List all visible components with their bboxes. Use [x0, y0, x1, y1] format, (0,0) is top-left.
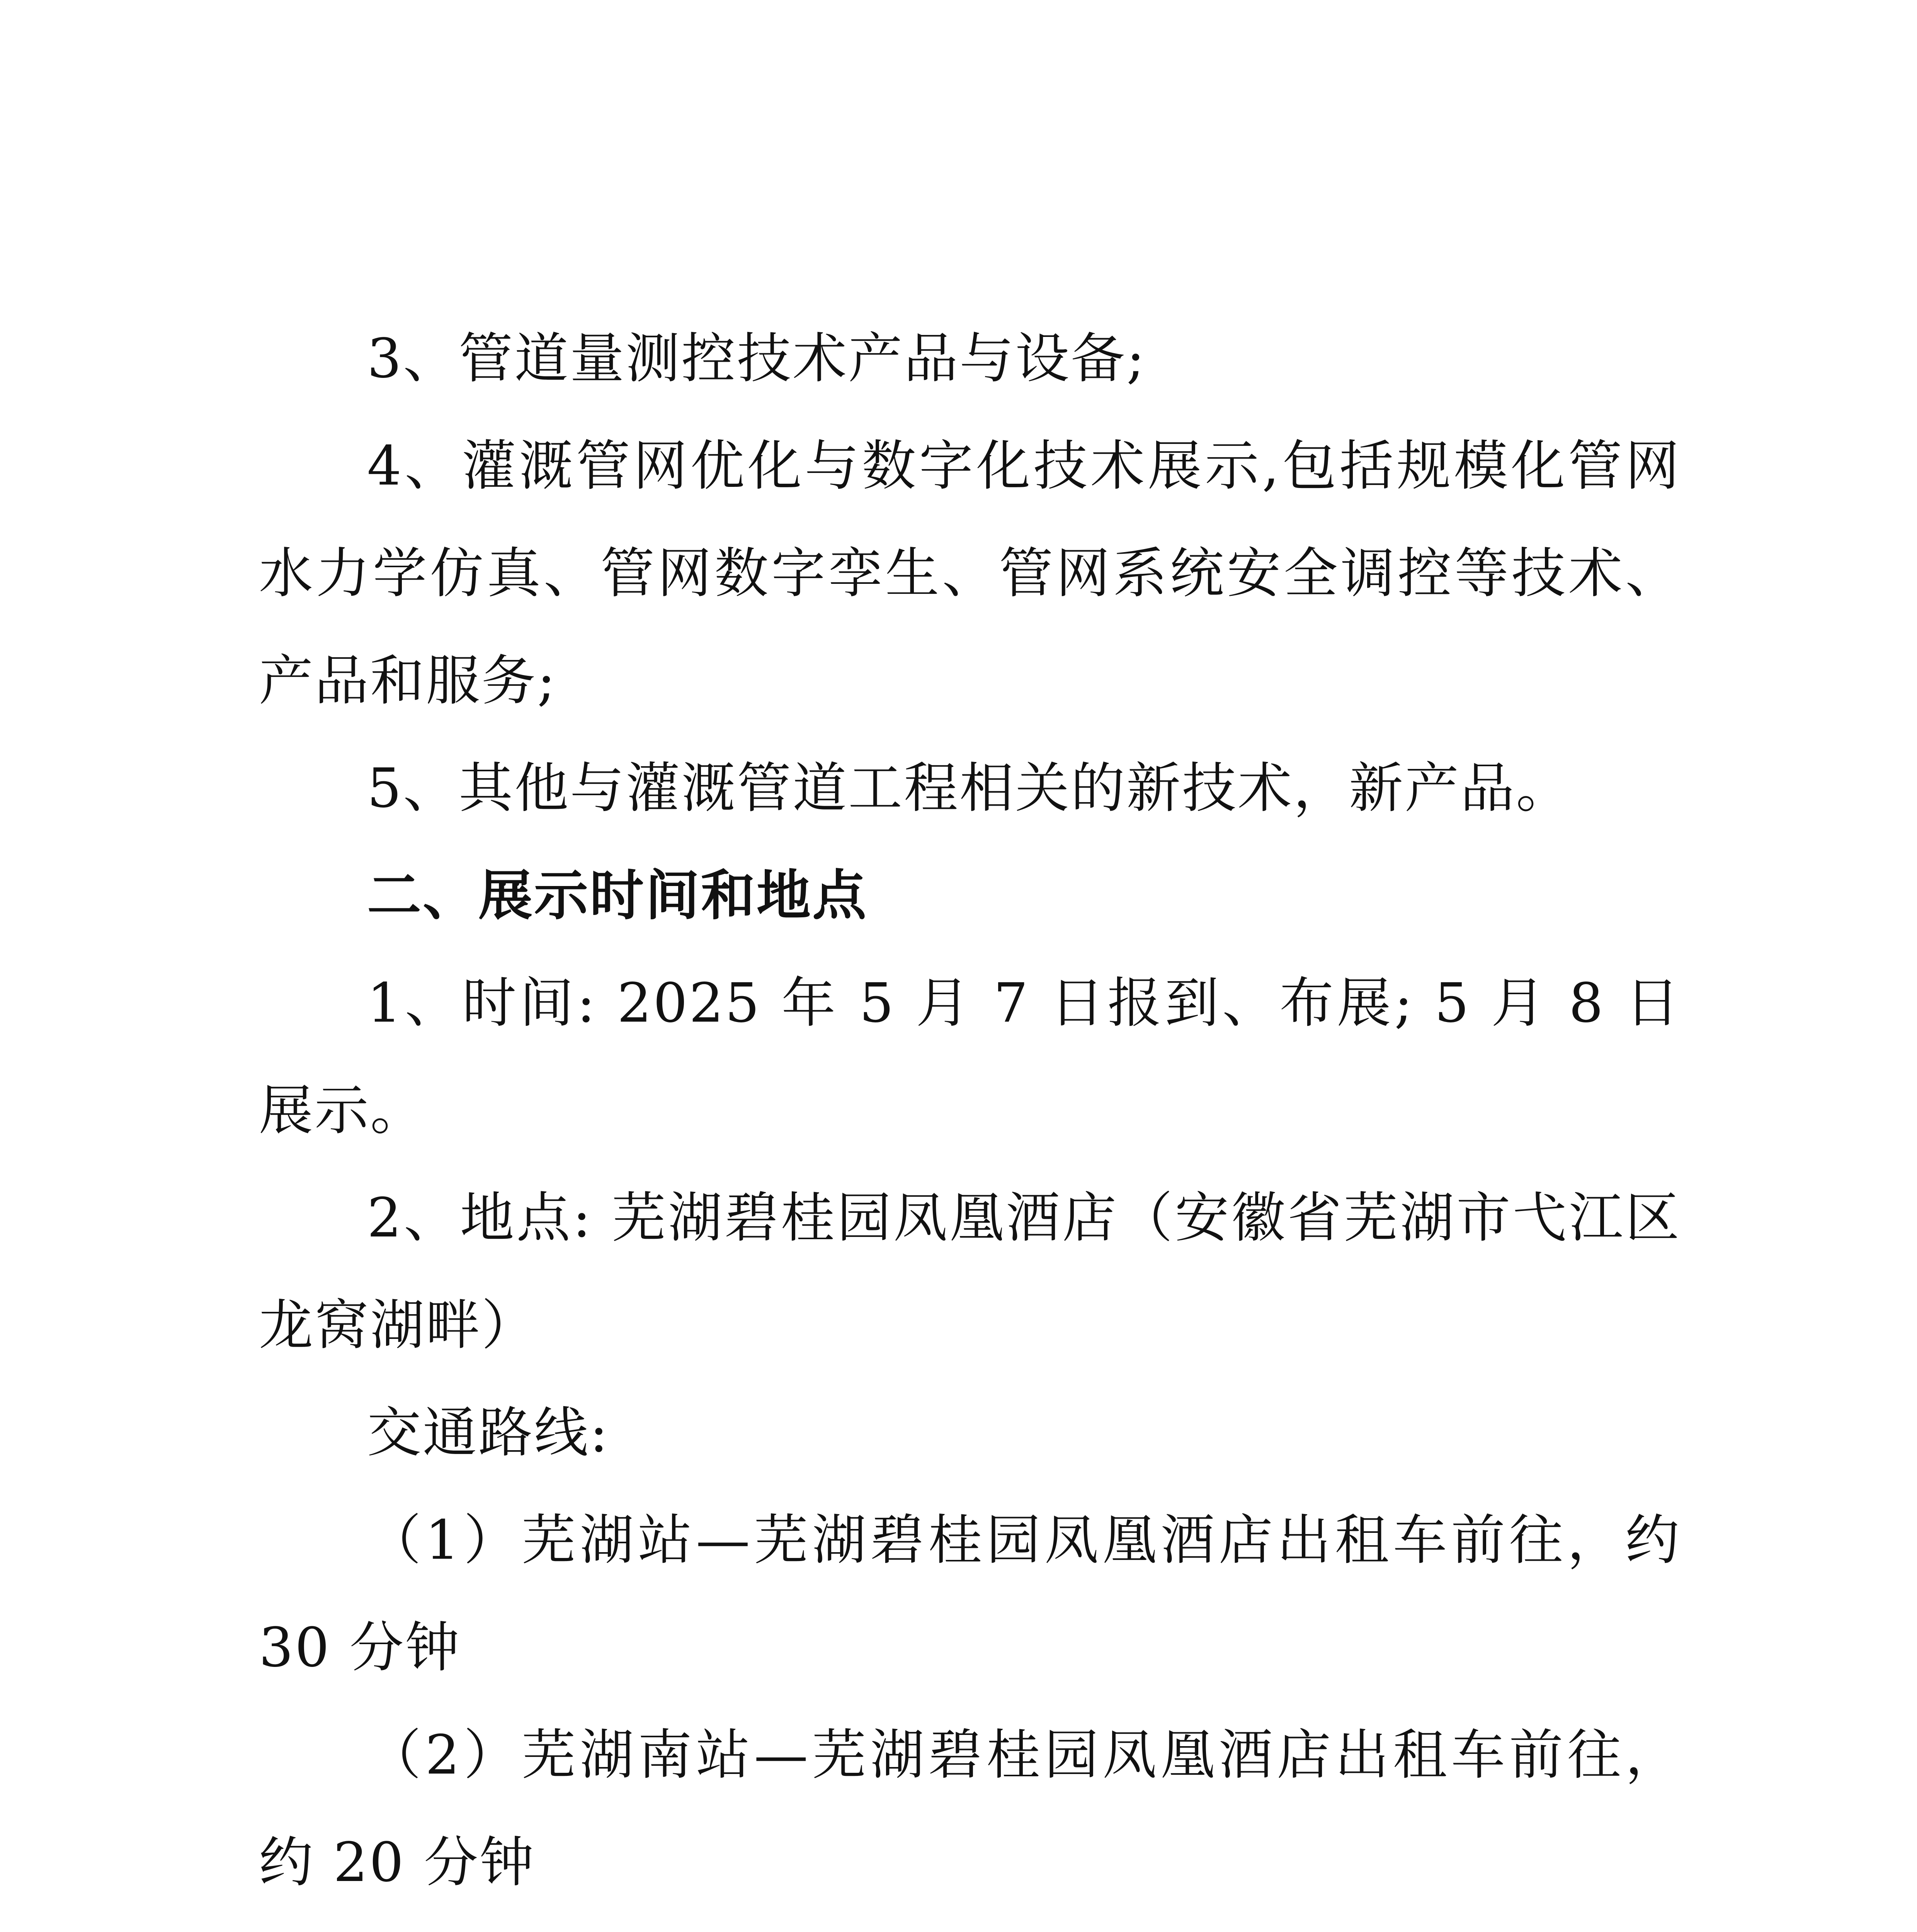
location-paragraph: 2、地点: 芜湖碧桂园凤凰酒店（安徽省芜湖市弋江区龙窝湖畔）: [259, 1187, 1681, 1357]
time-paragraph: 1、时间: 2025 年 5 月 7 日报到、布展; 5 月 8 日展示。: [259, 972, 1681, 1142]
document-body: [259, 305, 1681, 1932]
route-1: （1）芜湖站—芜湖碧桂园凤凰酒店出租车前往，约 30 分钟: [259, 1509, 1681, 1679]
route-3: [259, 1917, 1681, 1932]
section-heading-time-location: 二、展示时间和地点: [367, 864, 868, 927]
list-item-3: 3、管道量测控技术产品与设备;: [367, 327, 1146, 390]
list-item-5: 5、其他与灌溉管道工程相关的新技术，新产品。: [367, 757, 1572, 820]
route-2: （2）芜湖南站—芜湖碧桂园凤凰酒店出租车前往，约 20 分钟: [259, 1724, 1681, 1894]
list-item-4: 4、灌溉管网优化与数字化技术展示,包括规模化管网水力学仿真、管网数字孪生、管网系统安全调控等技术、产品和服务;: [259, 435, 1681, 713]
transport-routes-label: 交通路线:: [367, 1401, 610, 1464]
